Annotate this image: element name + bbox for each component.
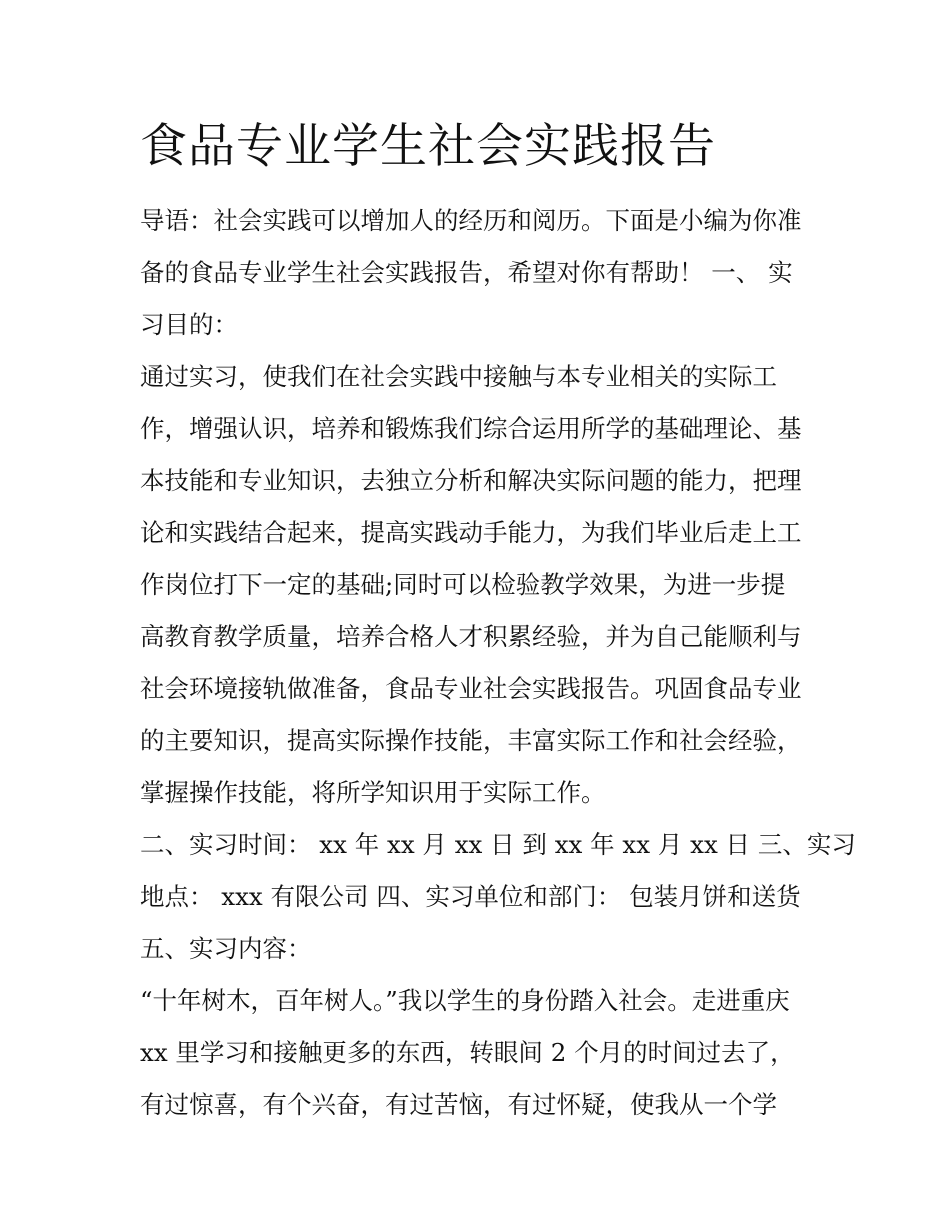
body-line: 掌握操作技能，将所学知识用于实际工作。 [140,778,606,807]
body-line: 作岗位打下一定的基础;同时可以检验教学效果，为进一步提 [140,570,786,599]
body-line: 论和实践结合起来，提高实践动手能力，为我们毕业后走上工 [140,518,802,547]
body-line: 备的食品专业学生社会实践报告，希望对你有帮助！ 一、 实 [140,258,793,287]
body-line: 地点： xxx 有限公司 四、实习单位和部门： 包装月饼和送货 [140,882,801,911]
body-line: 作，增强认识，培养和锻炼我们综合运用所学的基础理论、基 [140,414,802,443]
body-line: 二、实习时间： xx 年 xx 月 xx 日 到 xx 年 xx 月 xx 日 三、实习 [140,830,856,859]
body-line: 导语：社会实践可以增加人的经历和阅历。下面是小编为你准 [140,206,802,235]
body-line: 有过惊喜，有个兴奋，有过苦恼，有过怀疑，使我从一个学 [140,1090,777,1119]
document-title: 食品专业学生社会实践报告 [140,119,716,174]
body-line: xx 里学习和接触更多的东西，转眼间 2 个月的时间过去了， [140,1038,795,1067]
body-line: 通过实习，使我们在社会实践中接触与本专业相关的实际工 [140,362,777,391]
body-line: 高教育教学质量，培养合格人才积累经验，并为自己能顺利与 [140,622,802,651]
body-line: 本技能和专业知识，去独立分析和解决实际问题的能力，把理 [140,466,802,495]
body-line: “十年树木，百年树人。”我以学生的身份踏入社会。走进重庆 [140,986,790,1015]
body-line: 的主要知识，提高实际操作技能，丰富实际工作和社会经验， [140,726,802,755]
body-line: 五、实习内容： [140,934,312,963]
body-line: 社会环境接轨做准备，食品专业社会实践报告。巩固食品专业 [140,674,802,703]
body-line: 习目的： [140,310,238,339]
